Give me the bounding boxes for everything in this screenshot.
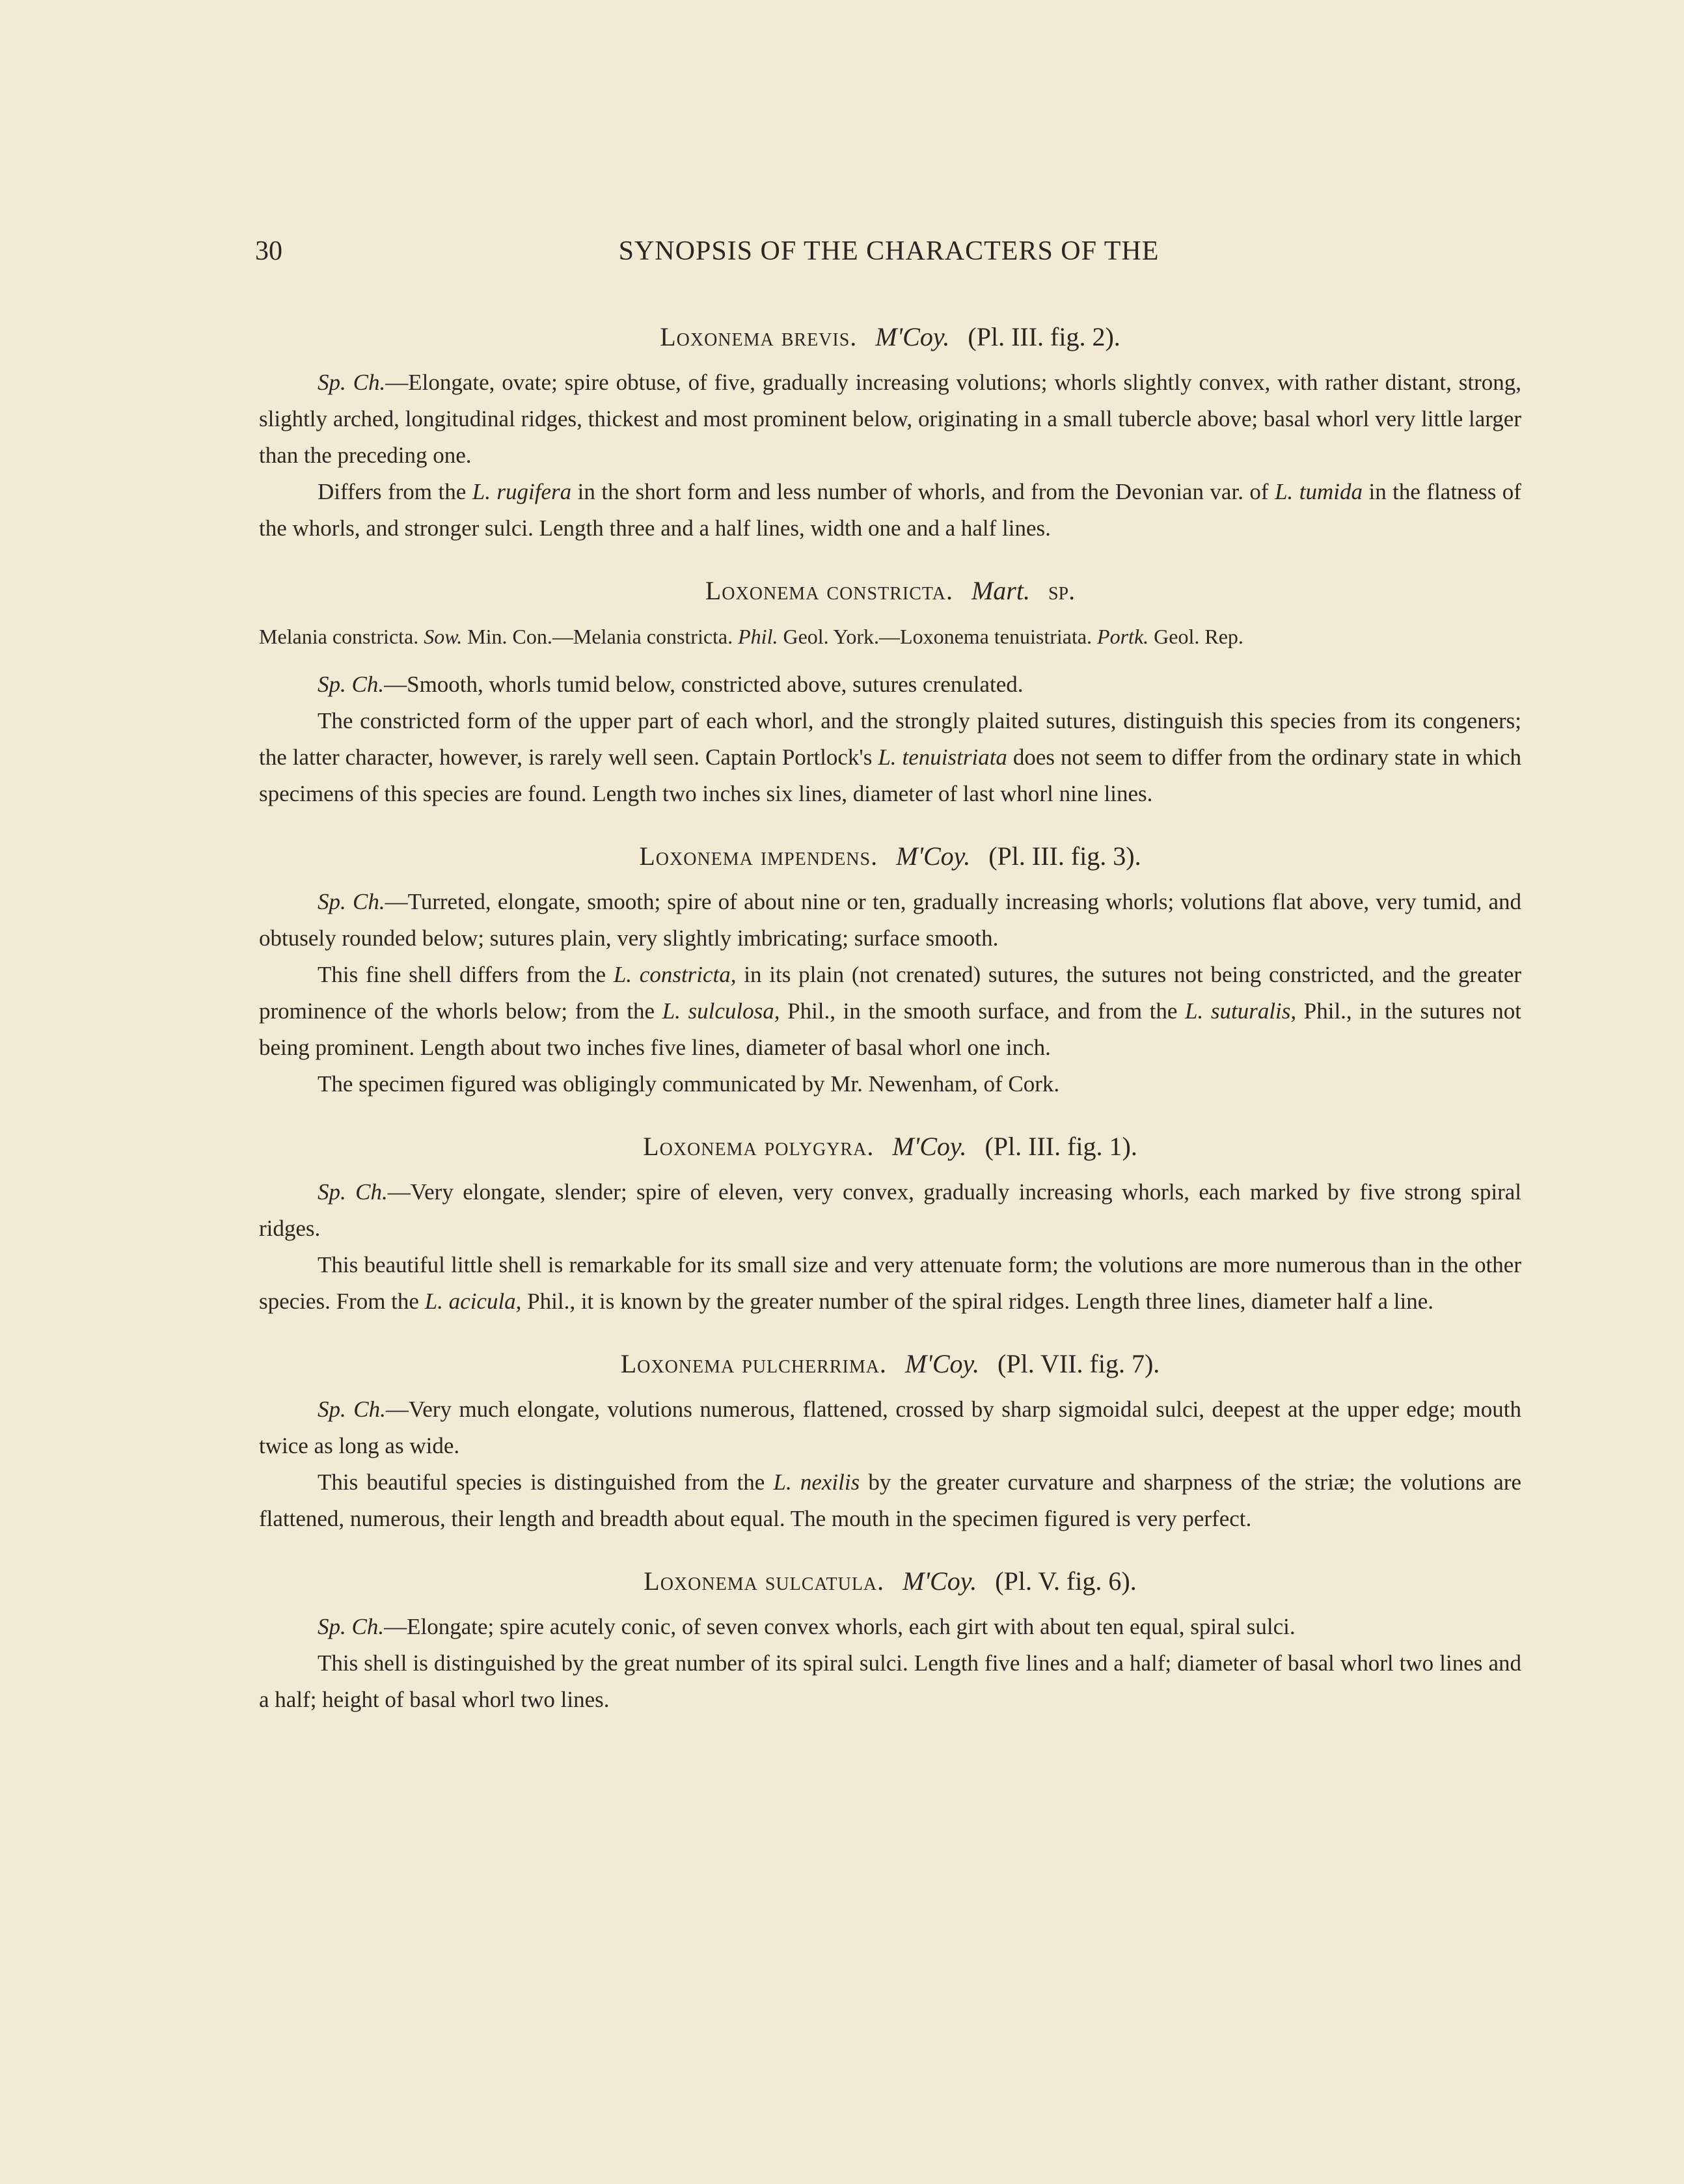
- page-header: [255, 229, 1523, 281]
- remarks: This shell is distinguished by the great number of its spiral sulci. Length five lines and a half; diameter of basal whorl two lines and a half; height of basal whorl two lines.: [259, 1650, 1521, 1712]
- species-title: [259, 573, 1521, 609]
- content: [259, 319, 1521, 1744]
- plate-reference: (Pl. V. fig. 6).: [995, 1566, 1137, 1596]
- species-section-constricta: [259, 573, 1521, 812]
- species-author: M'Coy.: [903, 1566, 977, 1596]
- species-section-brevis: [259, 319, 1521, 547]
- species-author: M'Coy.: [892, 1132, 967, 1161]
- specific-characters: Sp. Ch.—Elongate, ovate; spire obtuse, of five, gradually increasing volutions; whorls slightly convex, with rather distant, strong, slightly arched, longitudinal ridges, thickest and most prominent below, originating in a small tubercle above; basal whorl very little larger than the preceding one.: [259, 370, 1521, 468]
- species-author: M'Coy.: [875, 322, 950, 351]
- specific-characters: Sp. Ch.—Very much elongate, volutions numerous, flattened, crossed by sharp sigmoidal sulci, deepest at the upper edge; mouth twice as long as wide.: [259, 1397, 1521, 1458]
- synonymy: Melania constricta. Sow. Min. Con.—Melania constricta. Phil. Geol. York.—Loxonema tenuistriata. Portk. Geol. Rep.: [259, 625, 1243, 648]
- species-author: M'Coy.: [896, 841, 971, 871]
- species-title: [259, 319, 1521, 355]
- plate-reference: (Pl. III. fig. 1).: [985, 1132, 1137, 1161]
- specific-characters: Sp. Ch.—Turreted, elongate, smooth; spire of about nine or ten, gradually increasing whorls; volutions flat above, very tumid, and obtusely rounded below; sutures plain, very slightly imbricating; surface smooth.: [259, 889, 1521, 951]
- species-name: Loxonema sulcatula.: [644, 1566, 885, 1596]
- species-title: [259, 838, 1521, 875]
- remarks-specimen: The specimen figured was obligingly communicated by Mr. Newenham, of Cork.: [318, 1071, 1060, 1097]
- plate-reference: (Pl. III. fig. 2).: [968, 322, 1120, 351]
- plate-reference: sp.: [1048, 576, 1076, 605]
- page-number: 30: [255, 236, 282, 266]
- species-section-polygyra: [259, 1128, 1521, 1320]
- species-section-pulcherrima: [259, 1346, 1521, 1537]
- species-author: M'Coy.: [904, 1349, 980, 1378]
- species-name: Loxonema brevis.: [660, 322, 858, 351]
- species-name: Loxonema polygyra.: [643, 1132, 875, 1161]
- species-title: [259, 1563, 1521, 1600]
- species-name: Loxonema impendens.: [639, 841, 878, 871]
- remarks: This beautiful little shell is remarkable for its small size and very attenuate form; the volutions are more numerous than in the other species. From the L. acicula, Phil., it is known by the greater number of the spiral ridges. Length three lines, diameter half a line.: [259, 1252, 1521, 1314]
- species-author: Mart.: [971, 576, 1030, 605]
- species-name: Loxonema constricta.: [705, 576, 953, 605]
- species-name: Loxonema pulcherrima.: [620, 1349, 887, 1378]
- species-title: [259, 1346, 1521, 1382]
- species-title: [259, 1128, 1521, 1165]
- specific-characters: Sp. Ch.—Very elongate, slender; spire of eleven, very convex, gradually increasing whorls, each marked by five strong spiral ridges.: [259, 1179, 1521, 1241]
- remarks: This beautiful species is distinguished from the L. nexilis by the greater curvature and sharpness of the striæ; the volutions are flattened, numerous, their length and breadth about equal. The mouth in the specimen figured is very perfect.: [259, 1469, 1522, 1531]
- running-title: SYNOPSIS OF THE CHARACTERS OF THE: [618, 236, 1160, 266]
- remarks: Differs from the L. rugifera in the short form and less number of whorls, and from the Devonian var. of L. tumida in the flatness of the whorls, and stronger sulci. Length three and a half lines, width one and a half lines.: [259, 479, 1521, 541]
- species-section-impendens: [259, 838, 1521, 1102]
- specific-characters: Sp. Ch.—Elongate; spire acutely conic, of seven convex whorls, each girt with about ten equal, spiral sulci.: [318, 1614, 1296, 1639]
- species-section-sulcatula: [259, 1563, 1521, 1718]
- plate-reference: (Pl. III. fig. 3).: [988, 841, 1141, 871]
- specific-characters: Sp. Ch.—Smooth, whorls tumid below, constricted above, sutures crenulated.: [318, 672, 1024, 697]
- remarks: The constricted form of the upper part of each whorl, and the strongly plaited sutures, distinguish this species from its congeners; the latter character, however, is rarely well seen. Captain Portlock's L. tenuistriata does not seem to differ from the ordinary state in which specimens of this species are found. Length two inches six lines, diameter of last whorl nine lines.: [259, 708, 1521, 806]
- remarks: This fine shell differs from the L. constricta, in its plain (not crenated) sutures, the sutures not being constricted, and the greater prominence of the whorls below; from the L. sulculosa, Phil., in the smooth surface, and from the L. suturalis, Phil., in the sutures not being prominent. Length about two inches five lines, diameter of basal whorl one inch.: [259, 962, 1522, 1060]
- plate-reference: (Pl. VII. fig. 7).: [998, 1349, 1160, 1378]
